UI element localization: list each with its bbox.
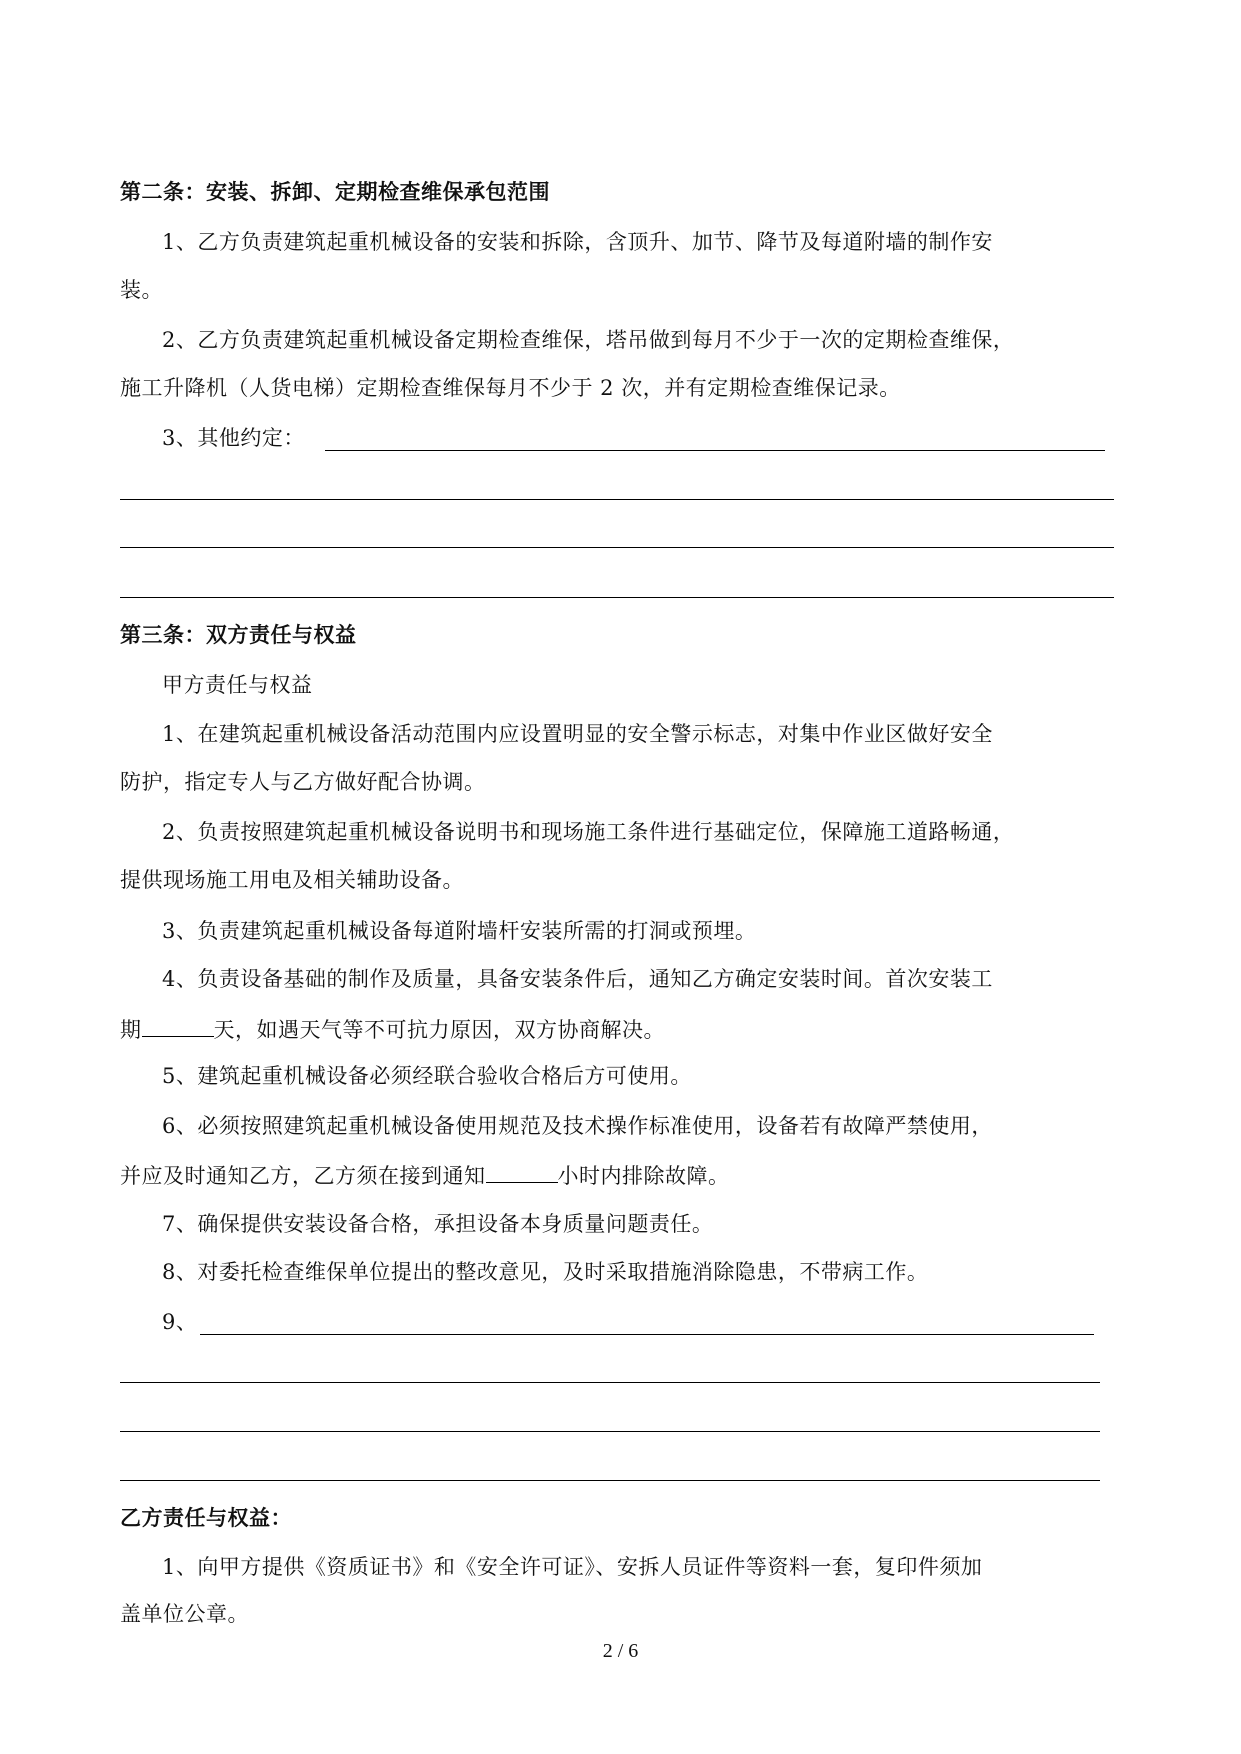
blank-fill-line	[120, 499, 1114, 500]
party-b-item-1-line-1: 1、向甲方提供《资质证书》和《安全许可证》、安拆人员证件等资料一套，复印件须加	[162, 1555, 983, 1579]
blank-fill-line	[120, 1480, 1100, 1481]
party-a-item-7: 7、确保提供安装设备合格，承担设备本身质量问题责任。	[162, 1212, 714, 1236]
party-a-item-5: 5、建筑起重机械设备必须经联合验收合格后方可使用。	[162, 1064, 692, 1088]
article-2-item-2-line-2: 施工升降机（人货电梯）定期检查维保每月不少于 2 次，并有定期检查维保记录。	[120, 376, 901, 400]
party-a-item-4-line-2	[120, 1014, 665, 1044]
item-3-fill-line	[325, 450, 1105, 451]
article-2-item-2-line-1: 2、乙方负责建筑起重机械设备定期检查维保，塔吊做到每月不少于一次的定期检查维保，	[162, 328, 1015, 352]
article-2-item-1-line-2: 装。	[120, 278, 163, 302]
item-4-suffix: 天，如遇天气等不可抗力原因，双方协商解决。	[213, 1018, 665, 1042]
party-a-item-8: 8、对委托检查维保单位提出的整改意见，及时采取措施消除隐患，不带病工作。	[162, 1260, 929, 1284]
party-b-item-1-line-2: 盖单位公章。	[120, 1602, 249, 1626]
party-a-item-1-line-1: 1、在建筑起重机械设备活动范围内应设置明显的安全警示标志，对集中作业区做好安全	[162, 722, 993, 746]
party-a-item-2-line-1: 2、负责按照建筑起重机械设备说明书和现场施工条件进行基础定位，保障施工道路畅通，	[162, 820, 1015, 844]
party-a-item-9-label: 9、	[162, 1310, 198, 1334]
item-9-fill-line	[200, 1334, 1094, 1335]
blank-fill-line	[120, 547, 1114, 548]
party-a-item-3: 3、负责建筑起重机械设备每道附墙杆安装所需的打洞或预埋。	[162, 919, 757, 943]
party-b-heading: 乙方责任与权益：	[120, 1505, 292, 1530]
article-2-item-1-line-1: 1、乙方负责建筑起重机械设备的安装和拆除，含顶升、加节、降节及每道附墙的制作安	[162, 230, 993, 254]
item-6-suffix: 小时内排除故障。	[557, 1164, 730, 1188]
page-number: 2 / 6	[602, 1640, 639, 1662]
blank-fill-line	[120, 1382, 1100, 1383]
party-a-item-2-line-2: 提供现场施工用电及相关辅助设备。	[120, 868, 464, 892]
party-a-heading: 甲方责任与权益	[162, 673, 313, 697]
party-a-item-1-line-2: 防护，指定专人与乙方做好配合协调。	[120, 770, 486, 794]
article-3-heading: 第三条：双方责任与权益	[120, 622, 357, 647]
blank-fill-line	[120, 1431, 1100, 1432]
blank-fill-line	[120, 597, 1114, 598]
item-6-prefix: 并应及时通知乙方，乙方须在接到通知	[120, 1164, 486, 1188]
party-a-item-4-line-1: 4、负责设备基础的制作及质量，具备安装条件后，通知乙方确定安装时间。首次安装工	[162, 967, 993, 991]
party-a-item-6-line-1: 6、必须按照建筑起重机械设备使用规范及技术操作标准使用，设备若有故障严禁使用，	[162, 1114, 993, 1138]
party-a-item-6-line-2	[120, 1160, 730, 1190]
article-2-item-3-label: 3、其他约定：	[162, 426, 305, 450]
article-2-heading: 第二条：安装、拆卸、定期检查维保承包范围	[120, 179, 550, 204]
days-blank-field	[142, 1014, 214, 1037]
item-4-prefix: 期	[120, 1018, 142, 1042]
hours-blank-field	[486, 1160, 558, 1183]
